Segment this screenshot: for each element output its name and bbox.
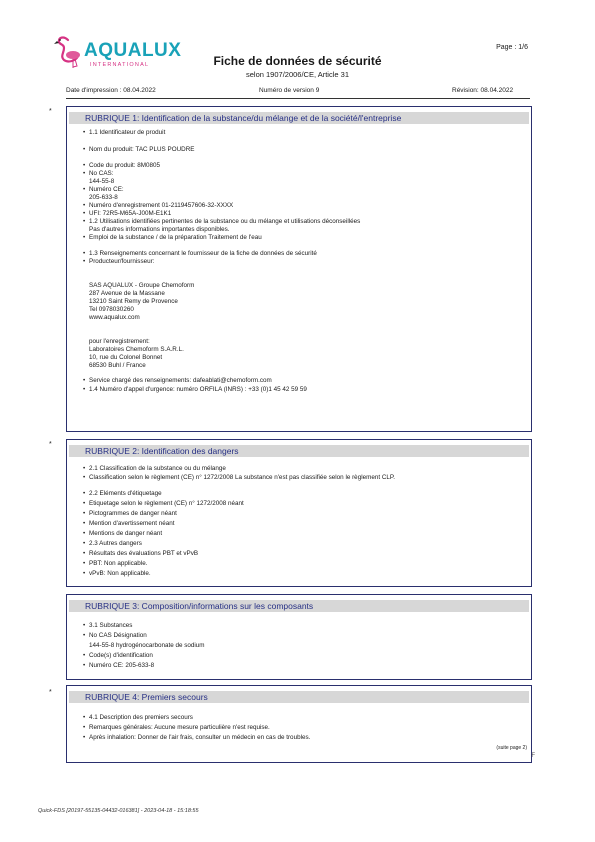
list-item: Tel 0978030260 [89,306,134,313]
list-item: • Résultats des évaluations PBT et vPvB [83,550,199,557]
list-item: • No CAS: [83,170,114,177]
list-item: • Code(s) d'identification [83,652,153,659]
list-item: • Service chargé des renseignements: dafeablati@chemoform.com [83,377,272,384]
list-item: • 2.3 Autres dangers [83,540,142,547]
list-item: 205-633-8 [89,194,118,201]
list-item: • Mention d'avertissement néant [83,520,175,527]
list-item: www.aqualux.com [89,314,140,321]
list-item: • 1.3 Renseignements concernant le fournisseur de la fiche de données de sécurité [83,250,317,257]
list-item: • 1.1 Identificateur de produit [83,129,166,136]
change-marker: * [49,689,52,696]
list-item: • Pictogrammes de danger néant [83,510,177,517]
list-item: • Après inhalation: Donner de l'air frais, consulter un médecin en cas de troubles. [83,734,311,741]
list-item: • Producteur/fournisseur: [83,258,155,265]
continued-note: (suite page 2) [496,745,527,751]
list-item: pour l'enregistrement: [89,338,150,345]
list-item: • Remarques générales: Aucune mesure particulière n'est requise. [83,724,270,731]
list-item: • 2.1 Classification de la substance ou du mélange [83,465,226,472]
revision-date: Révision: 08.04.2022 [452,87,514,94]
change-marker: * [49,108,52,115]
section-1 [66,106,532,432]
list-item: • 1.2 Utilisations identifiées pertinentes de la substance ou du mélange et utilisations déconseillées [83,218,361,225]
footer-reference: Quick-FDS [20197-55135-04432-016381] - 2023-04-18 - 15:18:55 [38,808,199,814]
page-marker: F [531,753,535,759]
list-item: • Etiquetage selon le règlement (CE) n° 1272/2008 néant [83,500,244,507]
list-item: • 2.2 Eléments d'étiquetage [83,490,162,497]
list-item: SAS AQUALUX - Groupe Chemoform [89,282,195,289]
section-3 [66,594,532,680]
list-item: • Numéro CE: 205-633-8 [83,662,155,669]
list-item: 10, rue du Colonel Bonnet [89,354,163,361]
list-item: • vPvB: Non applicable. [83,570,151,577]
list-item: • Emploi de la substance / de la préparation Traitement de l'eau [83,234,262,241]
version-number: Numéro de version 9 [259,87,320,94]
section-4-title: RUBRIQUE 4: Premiers secours [69,691,529,703]
svg-text:INTERNATIONAL: INTERNATIONAL [90,62,150,68]
list-item: 13210 Saint Remy de Provence [89,298,178,305]
section-1-title: RUBRIQUE 1: Identification de la substance/du mélange et de la société/l'entreprise [69,112,529,124]
list-item: 144-55-8 [89,178,115,185]
page-number: Page : 1/6 [496,44,528,51]
section-2-title: RUBRIQUE 2: Identification des dangers [69,445,529,457]
list-item: • No CAS Désignation [83,632,147,639]
document-subtitle: selon 1907/2006/CE, Article 31 [246,70,349,79]
list-item: 287 Avenue de la Massane [89,290,165,297]
list-item: • 4.1 Description des premiers secours [83,714,193,721]
list-item: • Mentions de danger néant [83,530,163,537]
list-item: • UFI: 72R5-M65A-J00M-E1K1 [83,210,172,217]
list-item: • 3.1 Substances [83,622,133,629]
list-item: • Classification selon le règlement (CE) n° 1272/2008 La substance n'est pas classifiée selon le règlement CLP. [83,474,396,481]
change-marker: * [49,441,52,448]
svg-text:AQUALUX: AQUALUX [84,40,182,61]
section-2 [66,439,532,587]
list-item: • Numéro CE: [83,186,124,193]
list-item: • Numéro d'enregistrement 01-2119457606-32-XXXX [83,202,234,209]
list-item: 144-55-8 hydrogénocarbonate de sodium [89,642,205,649]
section-3-title: RUBRIQUE 3: Composition/informations sur les composants [69,600,529,612]
list-item: 68530 Buhl / France [89,362,146,369]
print-date: Date d'impression : 08.04.2022 [66,87,156,94]
section-4 [66,685,535,763]
list-item: • 1.4 Numéro d'appel d'urgence: numéro ORFILA (INRS) : +33 (0)1 45 42 59 59 [83,386,307,393]
list-item: Pas d'autres informations importantes disponibles. [89,226,230,233]
header-divider [66,98,530,99]
list-item: • Code du produit: 8M0805 [83,162,161,169]
list-item: Laboratoires Chemoform S.A.R.L. [89,346,184,353]
list-item: • Nom du produit: TAC PLUS POUDRE [83,146,195,153]
document-title: Fiche de données de sécurité [213,54,382,68]
list-item: • PBT: Non applicable. [83,560,148,567]
